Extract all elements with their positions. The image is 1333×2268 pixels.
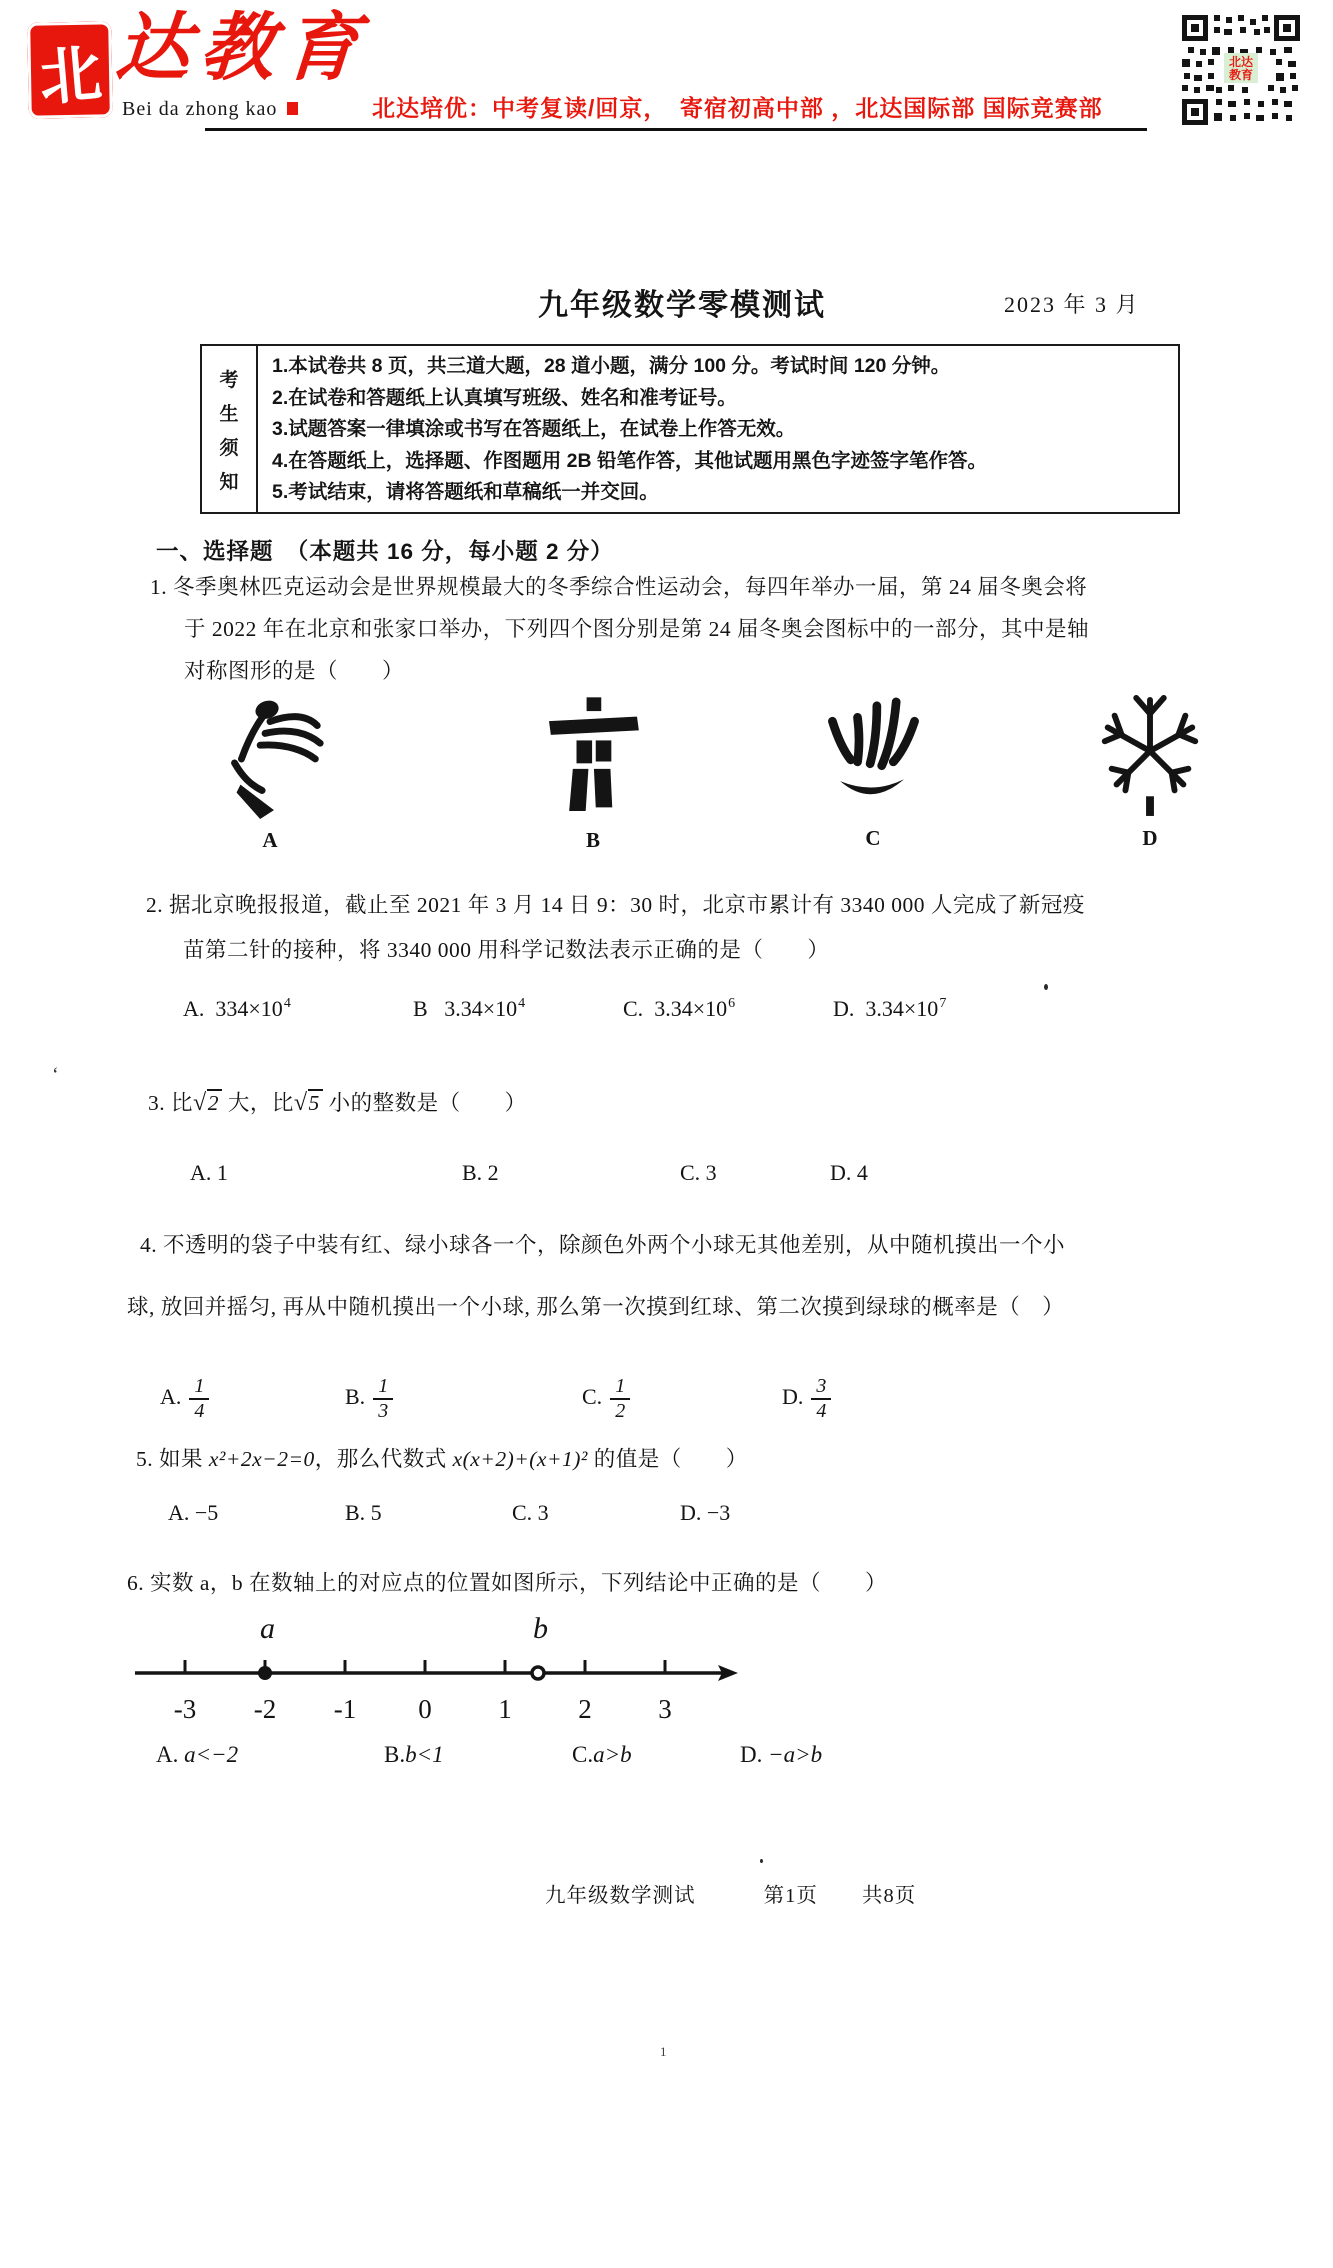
q3-option-A: A. 1 xyxy=(190,1160,228,1185)
snowflake-pictogram-icon xyxy=(1091,688,1209,820)
q1-figure-C xyxy=(808,694,938,851)
q4-option-D: D. $\frac{3}{4}$ xyxy=(782,1375,831,1423)
q5-text: 5. 如果 x²+2x−2=0，那么代数式 x(x+2)+(x+1)² 的值是（ ） xyxy=(136,1447,748,1471)
q3-option-D: D. 4 xyxy=(830,1160,868,1185)
q4-line1: 4. 不透明的袋子中装有红、绿小球各一个，除颜色外两个小球无其他差别，从中随机摸出一个小 xyxy=(140,1233,1066,1257)
seal-character: 北 xyxy=(36,39,105,114)
notice-side-label: 考 生 须 知 xyxy=(202,346,258,512)
exam-date: 2023 年 3 月 xyxy=(1004,292,1140,317)
q1-figure-label: A xyxy=(262,828,278,852)
q2-option-B: B $3.34\times 10^4$ xyxy=(413,996,526,1021)
q3-option-B: B. 2 xyxy=(462,1160,499,1185)
svg-text:0: 0 xyxy=(418,1694,432,1724)
footer-page: 第1页 xyxy=(763,1885,818,1907)
q4-line2: 球, 放回并摇匀, 再从中随机摸出一个小球, 那么第一次摸到红球、第二次摸到绿球的概率是（ ） xyxy=(127,1295,1065,1319)
footer-total-pages: 共8页 xyxy=(862,1885,917,1907)
q1-line1: 1. 冬季奥林匹克运动会是世界规模最大的冬季综合性运动会，每四年举办一届，第 24 届冬奥会将 xyxy=(150,575,1088,599)
hand-pictogram-icon xyxy=(815,694,931,820)
notice-line: 4.在答题纸上，选择题、作图题用 2B 铅笔作答，其他试题用黑色字迹签字笔作答。 xyxy=(272,449,988,472)
q6-option-A: A. a<−2 xyxy=(156,1742,239,1767)
page-title: 九年级数学零模测试 xyxy=(538,289,826,322)
scan-speck xyxy=(760,1859,763,1863)
qr-label-line1: 北达 xyxy=(1228,55,1254,69)
notice-body xyxy=(258,346,1178,512)
scan-quote-mark: ‘ xyxy=(52,1064,59,1086)
q5-option-C: C. 3 xyxy=(512,1500,549,1525)
notice-line: 2.在试卷和答题纸上认真填写班级、姓名和准考证号。 xyxy=(272,386,737,409)
q4-option-A: A. $\frac{1}{4}$ xyxy=(160,1375,209,1423)
q2-option-C: C. $3.34\times 10^6$ xyxy=(623,996,736,1021)
brand-subtitle-text: Bei da zhong kao xyxy=(122,98,278,120)
number-line-figure xyxy=(110,1598,750,1733)
notice-line: 3.试题答案一律填涂或书写在答题纸上，在试卷上作答无效。 xyxy=(272,418,796,440)
q5-option-B: B. 5 xyxy=(345,1500,382,1525)
q2-option-D: D. $3.34\times 10^7$ xyxy=(833,996,947,1021)
q1-line3: 对称图形的是（ ） xyxy=(184,659,405,683)
q6-option-B: B.b<1 xyxy=(384,1742,444,1767)
q6-option-C: C.a>b xyxy=(572,1742,632,1767)
qr-code xyxy=(1180,13,1302,127)
page-footer xyxy=(545,1878,916,1908)
q2-line2: 苗第二针的接种，将 3340 000 用科学记数法表示正确的是（ ） xyxy=(183,938,830,962)
notice-line: 1.本试卷共 8 页，共三道大题，28 道小题，满分 100 分。考试时间 120 分钟。 xyxy=(272,355,951,377)
section-heading: 一、选择题 （本题共 16 分，每小题 2 分） xyxy=(156,539,614,564)
point-b-label: b xyxy=(533,1612,548,1645)
header-divider xyxy=(205,128,1147,131)
q5-option-D: D. −3 xyxy=(680,1500,731,1525)
red-square-marker-icon xyxy=(287,102,298,115)
footer-doc-title: 九年级数学测试 xyxy=(545,1885,696,1907)
q3-text: 3. 比√2 大，比√5 小的整数是（ ） xyxy=(148,1090,527,1116)
brand-seal-logo xyxy=(27,21,113,118)
corner-page-number: 1 xyxy=(660,2044,667,2059)
q1-figure-label: D xyxy=(1142,826,1158,850)
scan-speck xyxy=(1044,984,1048,990)
q6-text: 6. 实数 a，b 在数轴上的对应点的位置如图所示，下列结论中正确的是（ ） xyxy=(127,1571,888,1595)
inukshuk-pictogram-icon xyxy=(538,690,648,822)
qr-label-line2: 教育 xyxy=(1228,68,1254,82)
qr-code-icon xyxy=(1180,13,1302,127)
sqrt-icon: √ xyxy=(293,1090,308,1116)
q4-option-B: B. $\frac{1}{3}$ xyxy=(345,1375,393,1423)
q1-figure-label: B xyxy=(585,828,600,852)
q1-line2: 于 2022 年在北京和张家口举办，下列四个图分别是第 24 届冬奥会图标中的一部分，其中是轴 xyxy=(184,617,1090,641)
brand-subtitle xyxy=(122,98,298,121)
sqrt-icon: √ xyxy=(193,1090,207,1116)
svg-text:-2: -2 xyxy=(253,1694,277,1724)
notice-line: 5.考试结束，请将答题纸和草稿纸一并交回。 xyxy=(272,481,659,503)
svg-text:-3: -3 xyxy=(173,1694,197,1724)
q6-option-D: D. −a>b xyxy=(740,1742,823,1767)
brand-script-text: 达教育 xyxy=(113,8,371,90)
q4-option-C: C. $\frac{1}{2}$ xyxy=(582,1375,630,1423)
point-a-label: a xyxy=(260,1612,275,1645)
brand-tagline: 北达培优：中考复读/回京， 寄宿初高中部 ，北达国际部 国际竞赛部 xyxy=(372,95,1103,121)
svg-text:-1: -1 xyxy=(333,1694,357,1724)
q1-figure-D xyxy=(1085,688,1215,851)
q2-option-A: A. $334\times 10^4$ xyxy=(183,996,291,1021)
q3-option-C: C. 3 xyxy=(680,1160,717,1185)
q1-figure-B xyxy=(528,690,658,853)
svg-text:1: 1 xyxy=(498,1694,512,1724)
svg-text:3: 3 xyxy=(658,1694,672,1724)
point-b-dot xyxy=(532,1667,544,1679)
q1-figure-label: C xyxy=(865,826,881,850)
point-a-dot xyxy=(258,1666,272,1680)
skier-pictogram-icon xyxy=(210,694,330,822)
svg-text:2: 2 xyxy=(578,1694,592,1724)
q6-number-line xyxy=(110,1598,750,1738)
q1-figure-A xyxy=(205,694,335,853)
q5-option-A: A. −5 xyxy=(168,1500,219,1525)
q2-line1: 2. 据北京晚报报道，截止至 2021 年 3 月 14 日 9：30 时，北京市累计有 3340 000 人完成了新冠疫 xyxy=(146,893,1085,917)
examinee-notice-box xyxy=(200,344,1180,514)
